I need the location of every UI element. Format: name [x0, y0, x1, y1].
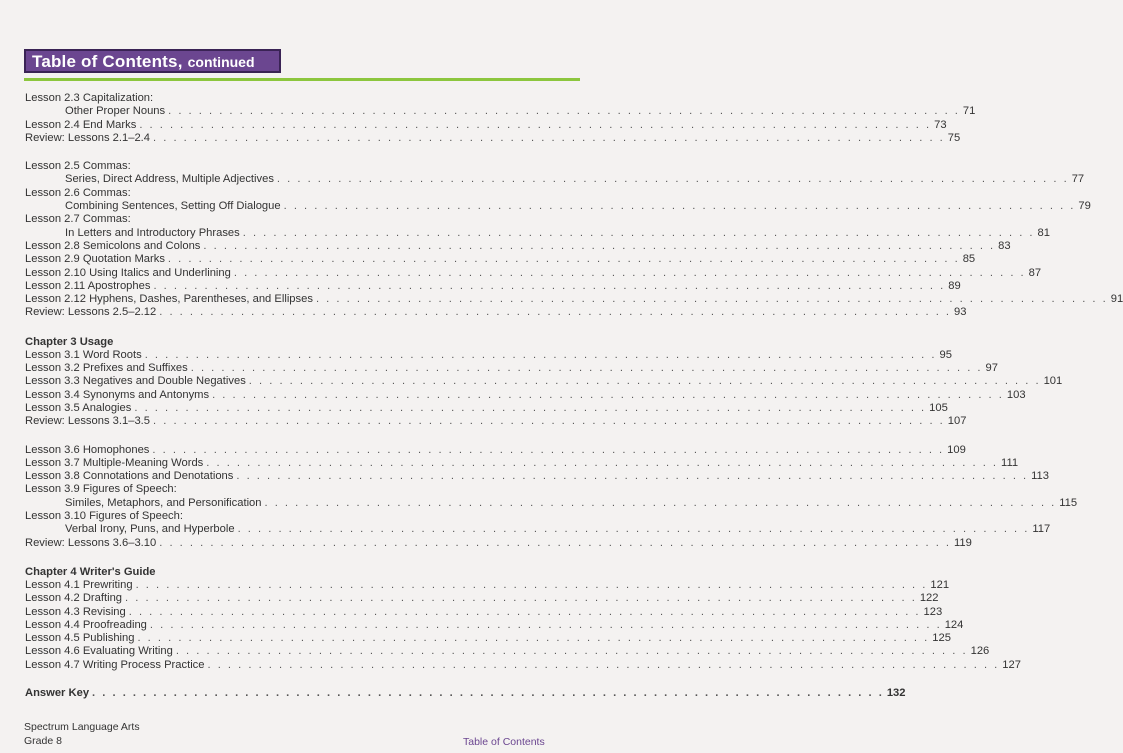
dot-leader: . . . . . . . . . . . . . . . . . . . . . . . . . . . . . . . . . . . . . . . . . . . . . . . . . . . . . . . . . . . . . . . . . . . . . . . . . . . . . .: [153, 415, 945, 428]
toc-entry-label: Lesson 3.8 Connotations and Denotations: [25, 470, 234, 483]
toc-page-number: 127: [1002, 658, 1021, 671]
toc-entry-label: Lesson 2.5 Commas:: [25, 160, 131, 173]
toc-entry-label: Lesson 2.9 Quotation Marks: [25, 253, 165, 266]
toc-entry-label: Lesson 2.3 Capitalization:: [25, 92, 154, 104]
toc-page-number: 97: [985, 362, 998, 375]
page-title: Table of Contents,: [32, 52, 183, 71]
dot-leader: . . . . . . . . . . . . . . . . . . . . . . . . . . . . . . . . . . . . . . . . . . . . . . . . . . . . . . . . . . . . . . . . . . . . . . . . . . . . . .: [242, 226, 1035, 239]
toc-page-number: 115: [1059, 496, 1078, 509]
dot-leader: . . . . . . . . . . . . . . . . . . . . . . . . . . . . . . . . . . . . . . . . . . . . . . . . . . . . . . . . . . . . . . . . . . . . . . . . . . . . . .: [134, 401, 927, 414]
toc-entry: [25, 605, 943, 619]
toc-entry-label: Lesson 4.6 Evaluating Writing: [25, 645, 173, 658]
dot-leader: . . . . . . . . . . . . . . . . . . . . . . . . . . . . . . . . . . . . . . . . . . . . . . . . . . . . . . . . . . . . . . . . . . . . . . . . . . . . . .: [159, 306, 952, 319]
dot-leader: . . . . . . . . . . . . . . . . . . . . . . . . . . . . . . . . . . . . . . . . . . . . . . . . . . . . . . . . . . . . . . . . . . . . . . . . . . . . . .: [153, 279, 946, 292]
toc-entry-label: Lesson 3.7 Multiple-Meaning Words: [25, 456, 204, 469]
toc-entry: [25, 686, 906, 700]
toc-page-number: 121: [930, 578, 950, 591]
toc-page-number: 79: [1078, 200, 1091, 213]
toc-page-number: 105: [929, 401, 948, 414]
toc-entry-label: Lesson 4.7 Writing Process Practice: [25, 658, 205, 671]
toc-entry-label: Lesson 2.8 Semicolons and Colons: [25, 239, 201, 252]
toc-entry: [25, 105, 976, 118]
toc-entry-label: Answer Key: [25, 686, 90, 699]
toc-page-number: 132: [886, 686, 906, 699]
toc-entry-label: Lesson 4.3 Revising: [25, 605, 126, 618]
toc-section: [25, 92, 976, 145]
toc-entry: [25, 632, 951, 645]
dot-leader: . . . . . . . . . . . . . . . . . . . . . . . . . . . . . . . . . . . . . . . . . . . . . . . . . . . . . . . . . . . . . . . . . . . . . . . . . . . . . .: [237, 523, 1030, 536]
toc-entry: [25, 362, 998, 375]
toc-entry-label: Lesson 3.3 Negatives and Double Negatives: [25, 375, 246, 388]
toc-entry-label: Combining Sentences, Setting Off Dialogue: [65, 200, 281, 213]
dot-leader: . . . . . . . . . . . . . . . . . . . . . . . . . . . . . . . . . . . . . . . . . . . . . . . . . . . . . . . . . . . . . . . . . . . . . . . . . . . . . .: [144, 348, 937, 361]
toc-entry-label: Lesson 2.6 Commas:: [25, 186, 131, 199]
footer-book-info: [24, 720, 140, 748]
toc-page-number: 77: [1071, 173, 1085, 186]
chapter-heading: Chapter 3 Usage: [25, 335, 114, 348]
toc-page-number: 113: [1031, 470, 1049, 483]
toc-page-number: 122: [919, 592, 939, 605]
toc-entry-label: Review: Lessons 3.1–3.5: [25, 415, 151, 428]
dot-leader: . . . . . . . . . . . . . . . . . . . . . . . . . . . . . . . . . . . . . . . . . . . . . . . . . . . . . . . . . . . . . . . . . . . . . . . . . . . . . .: [168, 105, 960, 118]
toc-entry: [25, 523, 1051, 536]
toc-section: [25, 160, 1123, 320]
title-continued: continued: [187, 54, 255, 70]
toc-entry: [25, 226, 1050, 240]
toc-entry-label: Lesson 3.1 Word Roots: [25, 348, 142, 361]
dot-leader: . . . . . . . . . . . . . . . . . . . . . . . . . . . . . . . . . . . . . . . . . . . . . . . . . . . . . . . . . . . . . . . . . . . . . . . . . . . . . .: [92, 686, 884, 699]
toc-entry-label: Lesson 2.7 Commas:: [25, 213, 131, 226]
toc-page-number: 91: [1110, 293, 1123, 306]
toc-entry-label: Other Proper Nouns: [65, 105, 166, 118]
toc-entry: [25, 592, 939, 605]
toc-entry-label: Lesson 4.4 Proofreading: [25, 618, 147, 631]
toc-entry-label: Review: Lessons 3.6–3.10: [25, 536, 157, 549]
dot-leader: . . . . . . . . . . . . . . . . . . . . . . . . . . . . . . . . . . . . . . . . . . . . . . . . . . . . . . . . . . . . . . . . . . . . . . . . . . . . . .: [153, 131, 945, 144]
toc-page-number: 124: [944, 618, 964, 631]
toc-page-number: 81: [1037, 226, 1050, 239]
chapter-heading: Chapter 4 Writer's Guide: [25, 565, 156, 578]
dot-leader: . . . . . . . . . . . . . . . . . . . . . . . . . . . . . . . . . . . . . . . . . . . . . . . . . . . . . . . . . . . . . . . . . . . . . . . . . . . . . .: [125, 592, 917, 605]
toc-entry-label: Lesson 4.5 Publishing: [25, 632, 135, 645]
toc-entry: [25, 483, 560, 496]
toc-entry: [25, 456, 1019, 470]
dot-leader: . . . . . . . . . . . . . . . . . . . . . . . . . . . . . . . . . . . . . . . . . . . . . . . . . . . . . . . . . . . . . . . . . . . . . . . . . . . . . .: [159, 536, 952, 549]
toc-entry: [25, 536, 972, 550]
footer-grade: Grade 8: [24, 735, 62, 747]
dot-leader: . . . . . . . . . . . . . . . . . . . . . . . . . . . . . . . . . . . . . . . . . . . . . . . . . . . . . . . . . . . . . . . . . . . . . . . . . . . . . .: [212, 388, 1004, 401]
dot-leader: . . . . . . . . . . . . . . . . . . . . . . . . . . . . . . . . . . . . . . . . . . . . . . . . . . . . . . . . . . . . . . . . . . . . . . . . . . . . . .: [135, 578, 928, 591]
toc-entry: [25, 618, 964, 632]
toc-page-number: 87: [1028, 266, 1042, 279]
toc-entry-label: Review: Lessons 2.1–2.4: [25, 131, 151, 144]
toc-entry: [25, 279, 961, 293]
dot-leader: . . . . . . . . . . . . . . . . . . . . . . . . . . . . . . . . . . . . . . . . . . . . . . . . . . . . . . . . . . . . . . . . . . . . . . . . . . . . . .: [139, 118, 932, 131]
toc-page-number: 93: [954, 306, 967, 319]
toc-entry: [25, 160, 560, 173]
toc-page-number: 119: [954, 536, 972, 549]
dot-leader: . . . . . . . . . . . . . . . . . . . . . . . . . . . . . . . . . . . . . . . . . . . . . . . . . . . . . . . . . . . . . . . . . . . . . . . . . . . . . .: [190, 362, 983, 375]
toc-entry-label: Lesson 3.10 Figures of Speech:: [25, 510, 183, 523]
header-rule: [24, 78, 580, 81]
toc-entry-label: Verbal Irony, Puns, and Hyperbole: [65, 523, 235, 536]
toc-entry: [25, 266, 1042, 280]
dot-leader: . . . . . . . . . . . . . . . . . . . . . . . . . . . . . . . . . . . . . . . . . . . . . . . . . . . . . . . . . . . . . . . . . . . . . . . . . . . . . .: [149, 618, 942, 631]
toc-section: [25, 335, 1063, 429]
title-banner: [24, 49, 281, 73]
toc-entry: [25, 443, 966, 457]
toc-entry-label: Lesson 2.11 Apostrophes: [25, 279, 151, 292]
toc-entry: [25, 401, 948, 415]
toc-entry: [25, 578, 950, 592]
toc-page-number: 125: [932, 632, 951, 645]
toc-entry-label: Lesson 4.1 Prewriting: [25, 578, 133, 591]
dot-leader: . . . . . . . . . . . . . . . . . . . . . . . . . . . . . . . . . . . . . . . . . . . . . . . . . . . . . . . . . . . . . . . . . . . . . . . . . . . . . .: [283, 200, 1076, 213]
toc-entry-label: Lesson 3.4 Synonyms and Antonyms: [25, 388, 210, 401]
toc-page-number: 73: [934, 118, 947, 131]
toc-entry: [25, 470, 1049, 483]
toc-entry: [25, 200, 1091, 213]
dot-leader: . . . . . . . . . . . . . . . . . . . . . . . . . . . . . . . . . . . . . . . . . . . . . . . . . . . . . . . . . . . . . . . . . . . . . . . . . . . . . .: [175, 645, 968, 658]
toc-entry-label: Lesson 3.9 Figures of Speech:: [25, 483, 177, 496]
dot-leader: . . . . . . . . . . . . . . . . . . . . . . . . . . . . . . . . . . . . . . . . . . . . . . . . . . . . . . . . . . . . . . . . . . . . . . . . . . . . . .: [206, 456, 999, 469]
toc-entry: [25, 92, 560, 105]
dot-leader: . . . . . . . . . . . . . . . . . . . . . . . . . . . . . . . . . . . . . . . . . . . . . . . . . . . . . . . . . . . . . . . . . . . . . . . . . . . . . .: [236, 470, 1029, 483]
toc-entry: [25, 187, 560, 200]
toc-page-number: 89: [948, 279, 961, 292]
dot-leader: . . . . . . . . . . . . . . . . . . . . . . . . . . . . . . . . . . . . . . . . . . . . . . . . . . . . . . . . . . . . . . . . . . . . . . . . . . . . . .: [264, 496, 1057, 509]
footer-book-title: Spectrum Language Arts: [24, 721, 140, 733]
toc-page-number: 101: [1043, 375, 1063, 388]
toc-entry-label: Lesson 3.5 Analogies: [25, 401, 132, 414]
toc-page-number: 85: [962, 253, 976, 266]
toc-page-number: 107: [947, 415, 967, 428]
toc-entry-label: Series, Direct Address, Multiple Adjectives: [65, 173, 274, 186]
toc-page-number: 71: [962, 105, 976, 118]
dot-leader: . . . . . . . . . . . . . . . . . . . . . . . . . . . . . . . . . . . . . . . . . . . . . . . . . . . . . . . . . . . . . . . . . . . . . . . . . . . . . .: [315, 293, 1108, 306]
toc-entry: [25, 239, 1011, 253]
toc-entry: [25, 415, 967, 428]
toc-entry: [25, 293, 1123, 306]
toc-entry: [25, 173, 1085, 186]
dot-leader: . . . . . . . . . . . . . . . . . . . . . . . . . . . . . . . . . . . . . . . . . . . . . . . . . . . . . . . . . . . . . . . . . . . . . . . . . . . . . .: [167, 253, 960, 266]
toc-page-number: 103: [1006, 388, 1026, 401]
toc-section: [25, 443, 1078, 550]
dot-leader: . . . . . . . . . . . . . . . . . . . . . . . . . . . . . . . . . . . . . . . . . . . . . . . . . . . . . . . . . . . . . . . . . . . . . . . . . . . . . .: [248, 375, 1041, 388]
toc-entry-label: Lesson 2.12 Hyphens, Dashes, Parentheses, and Ellipses: [25, 293, 313, 306]
dot-leader: . . . . . . . . . . . . . . . . . . . . . . . . . . . . . . . . . . . . . . . . . . . . . . . . . . . . . . . . . . . . . . . . . . . . . . . . . . . . . .: [207, 658, 1000, 671]
toc-entry: [25, 213, 560, 226]
toc-entry: [25, 496, 1078, 510]
toc-entry: [25, 388, 1026, 402]
toc-entry-label: Lesson 2.4 End Marks: [25, 118, 137, 131]
dot-leader: . . . . . . . . . . . . . . . . . . . . . . . . . . . . . . . . . . . . . . . . . . . . . . . . . . . . . . . . . . . . . . . . . . . . . . . . . . . . . .: [203, 239, 996, 252]
dot-leader: . . . . . . . . . . . . . . . . . . . . . . . . . . . . . . . . . . . . . . . . . . . . . . . . . . . . . . . . . . . . . . . . . . . . . . . . . . . . . .: [137, 632, 930, 645]
dot-leader: . . . . . . . . . . . . . . . . . . . . . . . . . . . . . . . . . . . . . . . . . . . . . . . . . . . . . . . . . . . . . . . . . . . . . . . . . . . . . .: [128, 605, 921, 618]
dot-leader: . . . . . . . . . . . . . . . . . . . . . . . . . . . . . . . . . . . . . . . . . . . . . . . . . . . . . . . . . . . . . . . . . . . . . . . . . . . . . .: [276, 173, 1069, 186]
toc-page-number: 117: [1032, 523, 1051, 536]
toc-entry-label: Similes, Metaphors, and Personification: [65, 496, 262, 509]
toc-entry: [25, 118, 947, 132]
toc-page-number: 126: [970, 645, 990, 658]
toc-entry: [25, 348, 952, 362]
toc-entry-label: Review: Lessons 2.5–2.12: [25, 306, 157, 319]
toc-entry-label: In Letters and Introductory Phrases: [65, 226, 240, 239]
toc-page-number: 95: [939, 348, 952, 361]
toc-entry-label: Lesson 3.6 Homophones: [25, 443, 150, 456]
dot-leader: . . . . . . . . . . . . . . . . . . . . . . . . . . . . . . . . . . . . . . . . . . . . . . . . . . . . . . . . . . . . . . . . . . . . . . . . . . . . . .: [152, 443, 945, 456]
toc-entry: [25, 253, 976, 266]
toc-list: [25, 92, 1123, 715]
toc-section: [25, 686, 906, 700]
toc-section: [25, 565, 1021, 672]
dot-leader: . . . . . . . . . . . . . . . . . . . . . . . . . . . . . . . . . . . . . . . . . . . . . . . . . . . . . . . . . . . . . . . . . . . . . . . . . . . . . .: [233, 266, 1026, 279]
toc-entry: [25, 131, 961, 145]
toc-entry: [25, 375, 1063, 388]
toc-entry: [25, 306, 967, 319]
toc-page-number: 75: [947, 131, 961, 144]
toc-entry-label: Lesson 4.2 Drafting: [25, 592, 123, 605]
toc-entry: [25, 658, 1021, 672]
toc-page-number: 83: [998, 239, 1011, 252]
toc-page-number: 123: [923, 605, 943, 618]
toc-page-number: 109: [947, 443, 966, 456]
toc-entry-label: Lesson 3.2 Prefixes and Suffixes: [25, 362, 188, 375]
toc-entry: [25, 645, 990, 658]
toc-entry: [25, 510, 560, 523]
toc-page-number: 111: [1001, 456, 1019, 469]
toc-entry-label: Lesson 2.10 Using Italics and Underlining: [25, 266, 231, 279]
footer-section-label: Table of Contents: [463, 736, 545, 748]
